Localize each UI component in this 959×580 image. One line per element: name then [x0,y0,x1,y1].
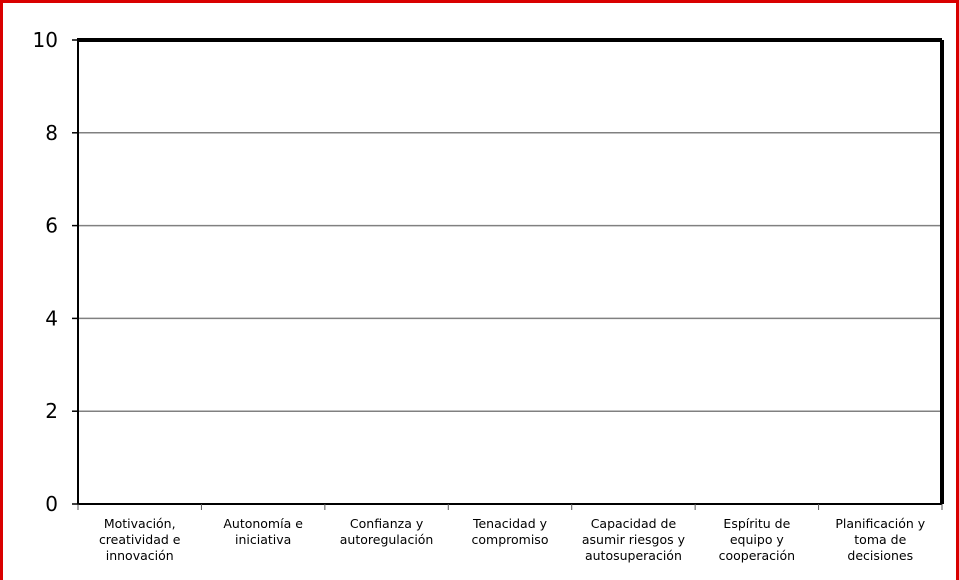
y-tick-label: 8 [45,120,58,145]
x-tick-label: Autonomía e iniciativa [223,516,303,547]
gridlines [78,133,942,411]
y-tick-label: 0 [45,492,58,516]
y-tick-label: 2 [45,399,58,424]
axes [72,38,942,510]
x-tick-label: Tenacidad y compromiso [471,516,549,547]
x-tick-label: Motivación, creatividad e innovación [98,516,181,563]
y-tick-label: 4 [45,306,58,331]
y-tick-labels [33,28,58,516]
x-tick-label: Espíritu de equipo y cooperación [718,516,796,563]
x-tick-label: Confianza y autoregulación [339,516,434,547]
y-tick-label: 6 [45,213,58,238]
x-tick-label: Capacidad de asumir riesgos y autosuperación [581,516,685,563]
x-tick-labels [99,516,926,563]
x-tick-label: Planificación y toma de decisiones [835,516,926,563]
y-tick-label: 10 [32,28,58,52]
